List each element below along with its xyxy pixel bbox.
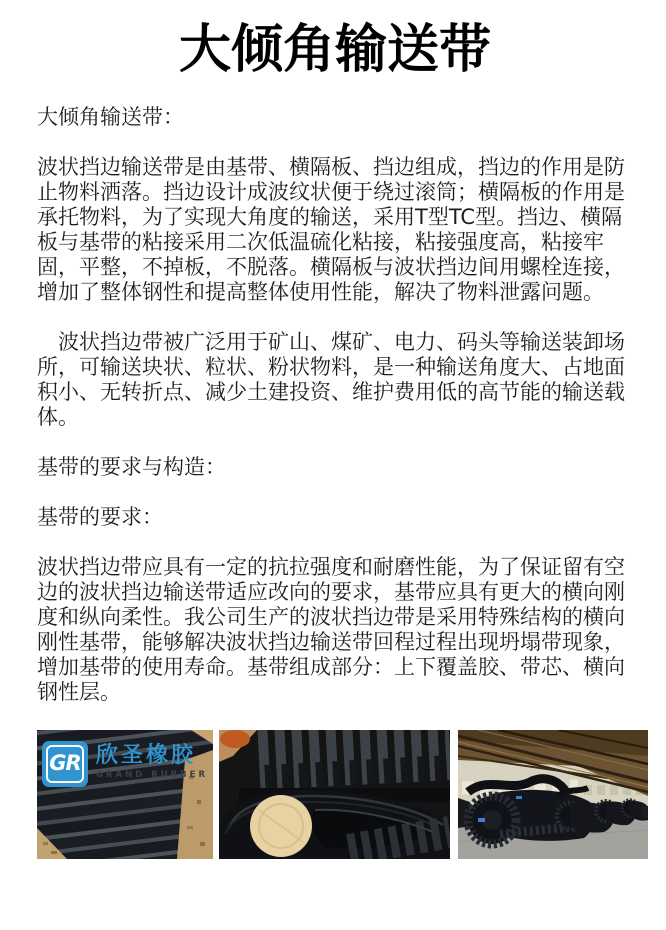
belt-roll-image	[219, 730, 450, 859]
paragraph-baseband-requirements: 波状挡边带应具有一定的抗拉强度和耐磨性能，为了保证留有空边的波状挡边输送带适应改向的要求，基带应具有更大的横向刚度和纵向柔性。我公司生产的波状挡边带是采用特殊结构的横向刚性基带，能够解决波状挡边输送带回程过程出现坍塌带现象，增加基带的使用寿命。基带组成部分：上下覆盖胶、带芯、横向钢性层。	[37, 555, 625, 704]
brand-monogram: GR	[49, 751, 81, 775]
product-photo-row	[37, 730, 633, 859]
brand-name-en: GRAND RUBBER	[96, 770, 208, 780]
photo-belt-roll	[219, 730, 450, 859]
paragraph-baseband-heading: 基带的要求与构造：	[37, 455, 226, 479]
warehouse-image	[458, 730, 648, 859]
photo-corrugated-belt	[37, 730, 213, 859]
paragraph-intro-label: 大倾角输送带：	[37, 105, 184, 129]
photo-warehouse-belts	[458, 730, 648, 859]
brand-logo-gr-icon	[42, 741, 88, 787]
paragraph-composition: 波状挡边输送带是由基带、横隔板、挡边组成，挡边的作用是防止物料洒落。挡边设计成波纹状便于绕过滚筒；横隔板的作用是承托物料，为了实现大角度的输送，采用T型TC型。挡边、横隔板与基带的粘接采用二次低温硫化粘接，粘接强度高，粘接牢固，平整，不掉板，不脱落。横隔板与波状挡边间用螺栓连接，增加了整体钢性和提高整体使用性能，解决了物料泄露问题。	[37, 155, 625, 304]
paragraph-applications: 波状挡边带被广泛用于矿山、煤矿、电力、码头等输送装卸场所，可输送块状、粒状、粉状物料，是一种输送角度大、占地面积小、无转折点、减少土建投资、维护费用低的高节能的输送载体。	[37, 330, 625, 429]
page-title: 大倾角输送带	[178, 20, 491, 80]
article-body	[37, 105, 633, 705]
brand-name-cn: 欣圣橡胶	[96, 743, 197, 768]
paragraph-baseband-requirements-heading: 基带的要求：	[37, 505, 163, 529]
brand-logo	[42, 741, 208, 787]
brand-logo-text	[96, 741, 208, 781]
